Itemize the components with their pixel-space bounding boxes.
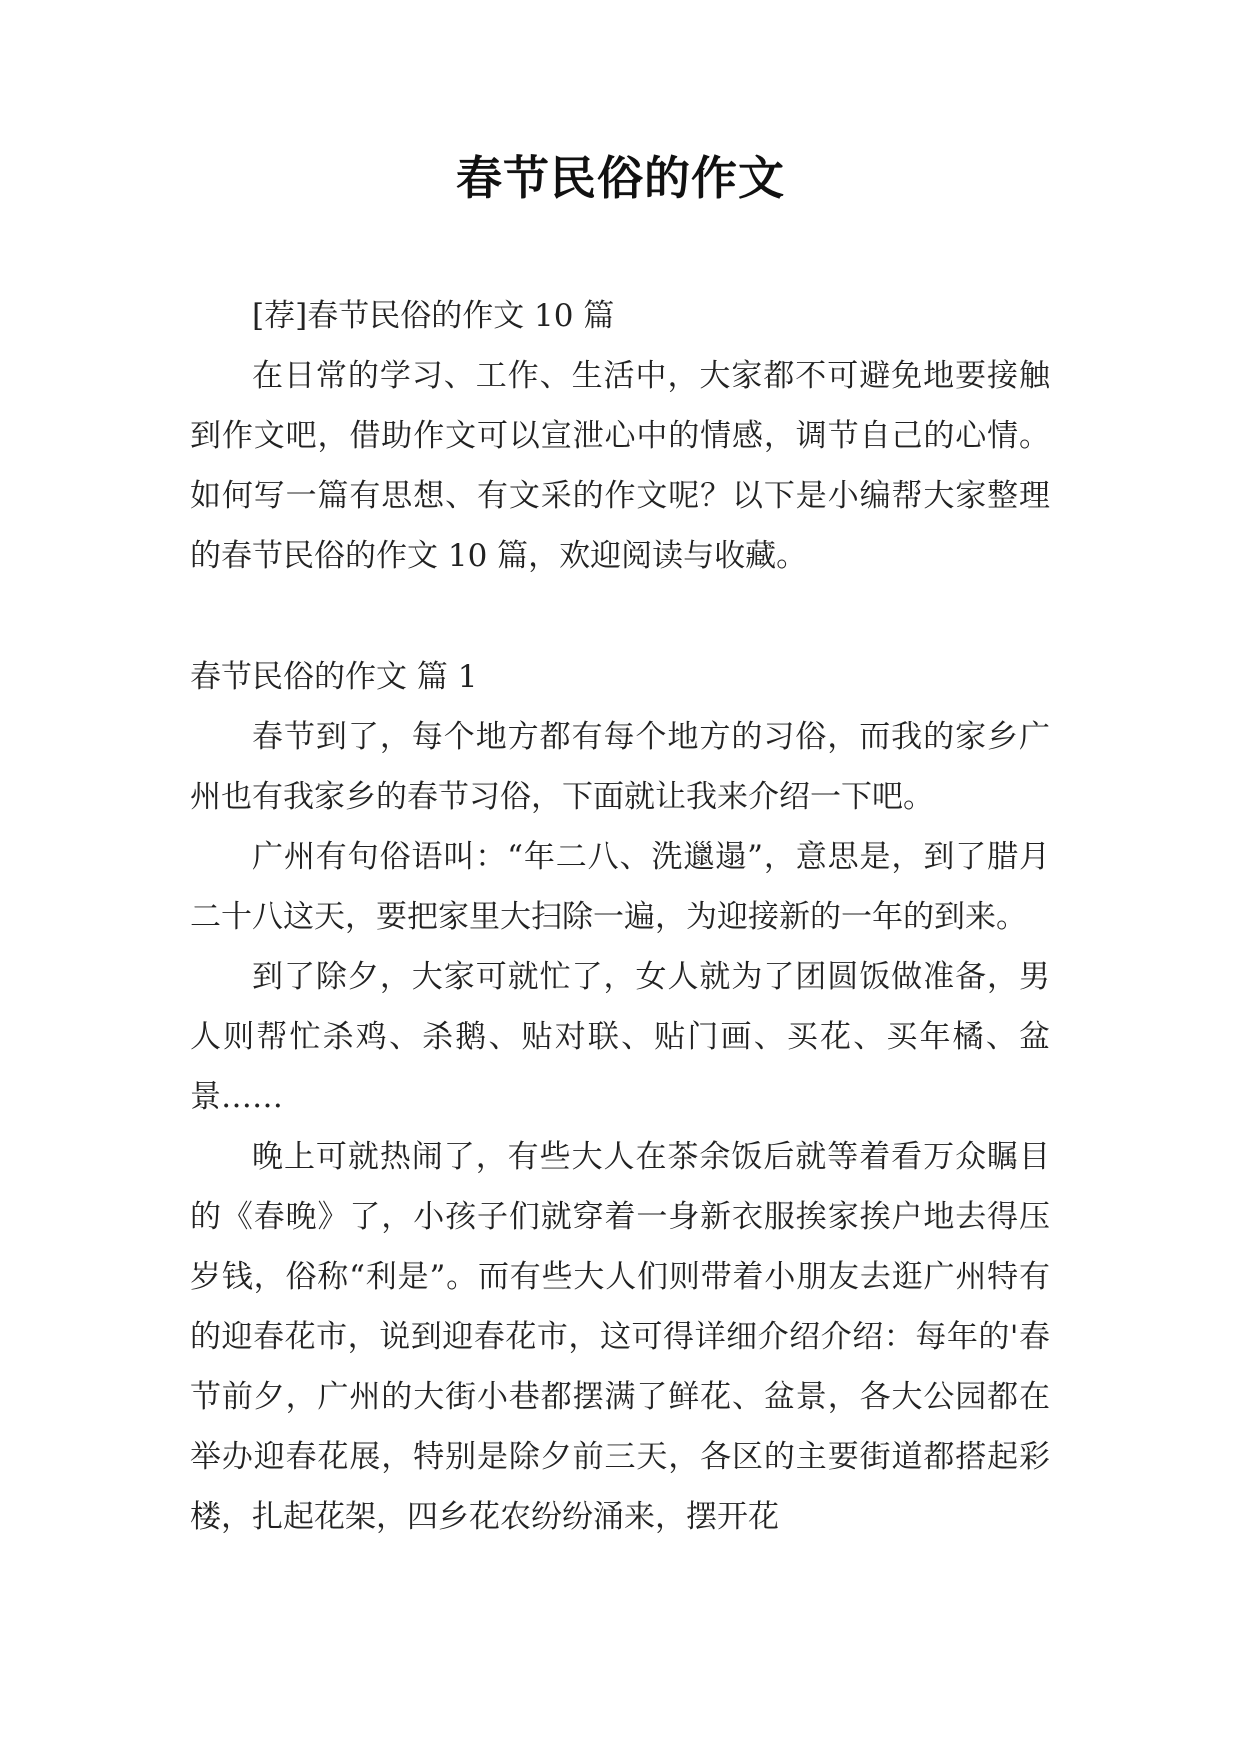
document-subtitle: [荐]春节民俗的作文 10 篇 bbox=[252, 298, 615, 334]
paragraph-2: 广州有句俗语叫：“年二八、洗邋遢”，意思是，到了腊月二十八这天，要把家里大扫除一遍，为迎接新的一年的到来。 bbox=[190, 839, 1050, 935]
paragraph-1: 春节到了，每个地方都有每个地方的习俗，而我的家乡广州也有我家乡的春节习俗，下面就让我来介绍一下吧。 bbox=[190, 719, 1050, 815]
paragraph-4: 晚上可就热闹了，有些大人在茶余饭后就等着看万众瞩目的《春晚》了，小孩子们就穿着一身新衣服挨家挨户地去得压岁钱，俗称“利是”。而有些大人们则带着小朋友去逛广州特有的迎春花市，说到迎春花市，这可得详细介绍介绍：每年的'春节前夕，广州的大街小巷都摆满了鲜花、盆景，各大公园都在举办迎春花展，特别是除夕前三天，各区的主要街道都搭起彩楼，扎起花架，四乡花农纷纷涌来，摆开花 bbox=[190, 1139, 1050, 1535]
document-body bbox=[190, 286, 1050, 1547]
paragraph-3: 到了除夕，大家可就忙了，女人就为了团圆饭做准备，男人则帮忙杀鸡、杀鹅、贴对联、贴门画、买花、买年橘、盆景…… bbox=[190, 959, 1050, 1115]
intro-paragraph: 在日常的学习、工作、生活中，大家都不可避免地要接触到作文吧，借助作文可以宣泄心中的情感，调节自己的心情。如何写一篇有思想、有文采的作文呢？以下是小编帮大家整理的春节民俗的作文 10 篇，欢迎阅读与收藏。 bbox=[190, 358, 1050, 574]
document-title: 春节民俗的作文 bbox=[456, 151, 785, 205]
section-spacer bbox=[190, 586, 1050, 647]
section-heading: 春节民俗的作文 篇 1 bbox=[190, 659, 478, 695]
